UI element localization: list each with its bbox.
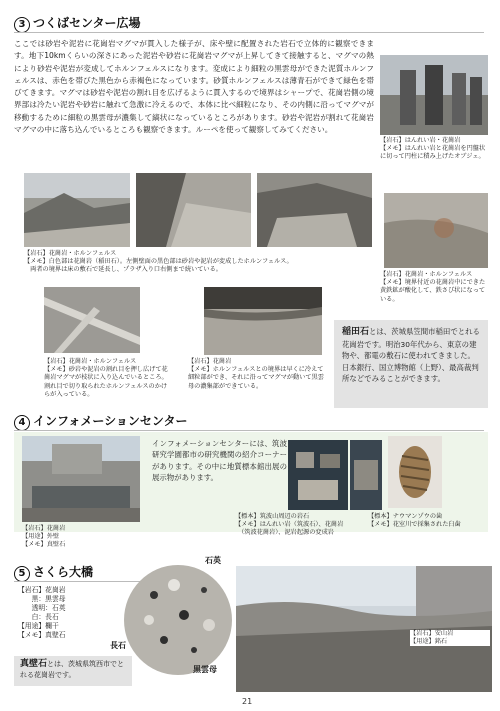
info-center-building-photo: [22, 436, 140, 522]
divider: [14, 581, 144, 582]
makabe-stone-text: [14, 656, 132, 683]
label-biotite: 黒雲母: [193, 665, 217, 674]
rock-specimens-photo-2: [350, 440, 382, 510]
plaza-photo-1: [24, 173, 130, 247]
section-number: 3: [14, 17, 30, 33]
biotite-band-caption: 【岩石】花崗岩 【メモ】ホルンフェルスとの境界は早くに冷えて細粒部ができ、それに沿ってマグマが動いて黒雲母の濃集部ができている。: [188, 358, 324, 390]
section-title: さくら大橋: [33, 565, 94, 579]
inada-stone-term: 稲田石: [342, 327, 370, 337]
granite-vein-caption: 【岩石】花崗岩・ホルンフェルス 【メモ】砂岩や泥岩の割れ目を押し広げて花崗岩マグマが枝状に入り込んでいるところ。割れ目で切り取られたホルンフェルスのかけらが入っている。: [44, 358, 168, 398]
divider: [14, 430, 484, 431]
section-title: インフォメーションセンター: [33, 414, 188, 428]
info-center-building-caption: 【岩石】花崗岩 【用途】外壁 【メモ】真壁石: [22, 525, 66, 549]
rock-specimens-photo-1: [288, 440, 348, 510]
section-number: 4: [14, 415, 30, 431]
inada-stone-text: [334, 320, 488, 391]
section4-heading: [14, 412, 187, 431]
page-number: 21: [242, 697, 253, 706]
section3-body: ここでは砂岩や泥岩に花崗岩マグマが貫入した様子が、床や壁に配置された岩石で立体的に観察できます。地下10kmくらいの深さにあった泥岩や砂岩に花崗岩マグマが上昇してきて接触すると、マグマの熱により砂岩や泥岩が変成してホルンフェルスになります。変成により細粒の黒雲母ができた泥質ホルンフェルスは、赤色を帯びた黒色から赤褐色になっています。砂質ホルンフェルスは薄青石ができて緑色を帯びてきます。マグマは砂岩や泥岩の割れ目を広げるように貫入するので境界はシャープで、花崗岩側の境界部は冷たい泥岩や砂岩に触れて急激に冷えるので、本体に比べ細粒になり、その内側に沿ってマグマが移動するために細粒の黒雲母が濃集して縞状になっているところがあります。砂岩や泥岩が割れて花崗岩マグマの中に落ち込んでいるところも観察できます。ルーペを使って観察してみてください。: [14, 39, 374, 135]
section-title: つくばセンター広場: [33, 16, 141, 30]
makabe-stone-desc: とは、茨城県筑西市でとれる花崗岩です。: [20, 660, 125, 679]
granite-vein-photo: [44, 287, 140, 353]
makabe-stone-term: 真壁石: [20, 659, 48, 669]
inada-stone-desc: とは、茨城県笠間市稲田でとれる花崗岩です。明治30年代から、東京の建物や、都電の敷石に使われてきました。日本銀行、国立博物館（上野）、最高裁判所などでみることができます。: [342, 327, 480, 383]
andesite-caption: 【岩石】安山岩 【用途】銘石: [410, 630, 490, 646]
section-number: 5: [14, 566, 30, 582]
elephant-tooth-caption: 【標本】ナウマンゾウの歯 【メモ】花室川で採集された臼歯: [368, 513, 461, 529]
rock-specimens-caption: 【標本】筑波山周辺の岩石 【メモ】はんれい岩（筑波石）、花崗岩 （筑波花崗岩）、泥岩起源の変成岩: [235, 513, 344, 537]
label-quartz: 石英: [205, 556, 221, 565]
sakura-bridge-photo: [236, 566, 492, 692]
pyrite-stain-photo: [384, 193, 488, 268]
pyrite-stain-caption: 【岩石】花崗岩・ホルンフェルス 【メモ】境界付近の花崗岩中にできた黄鉄鉱が酸化して、鉄さび状になっている。: [380, 271, 486, 303]
plaza-photo-3: [257, 173, 372, 247]
inada-stone-box: [334, 320, 488, 408]
plaza-photo-2: [136, 173, 251, 247]
naumann-elephant-tooth-photo: [388, 436, 442, 508]
plaza-photos-caption: 【岩石】花崗岩・ホルンフェルス 【メモ】白色部は花崗岩（稲田石）。左側壁面の黒色部は砂岩や泥岩が変成したホルンフェルス。 両者の境界は床の敷石で延長し、プラザ入り口右側まで続いている。: [24, 250, 293, 274]
section3-heading: [14, 14, 141, 33]
biotite-band-photo: [204, 287, 322, 355]
stone-column-caption: 【岩石】はんれい岩・花崗岩 【メモ】はんれい岩と花崗岩を円盤状に切って円柱に積み上げたオブジェ。: [380, 137, 486, 161]
sakura-bridge-info: 【岩石】花崗岩 黒：黒雲母 透明：石英 白：長石 【用途】欄干 【メモ】真壁石: [18, 586, 66, 639]
makabe-stone-box: [14, 656, 132, 686]
granite-closeup-photo: [124, 565, 232, 675]
section5-heading: [14, 563, 93, 582]
section4-body: インフォメーションセンターには、筑波研究学園都市の研究機関の紹介コーナーがあります。その中に地質標本館出展の展示物があります。: [152, 439, 287, 483]
divider: [14, 32, 484, 33]
stone-column-photo: [380, 55, 488, 135]
label-feldspar: 長石: [110, 641, 126, 650]
